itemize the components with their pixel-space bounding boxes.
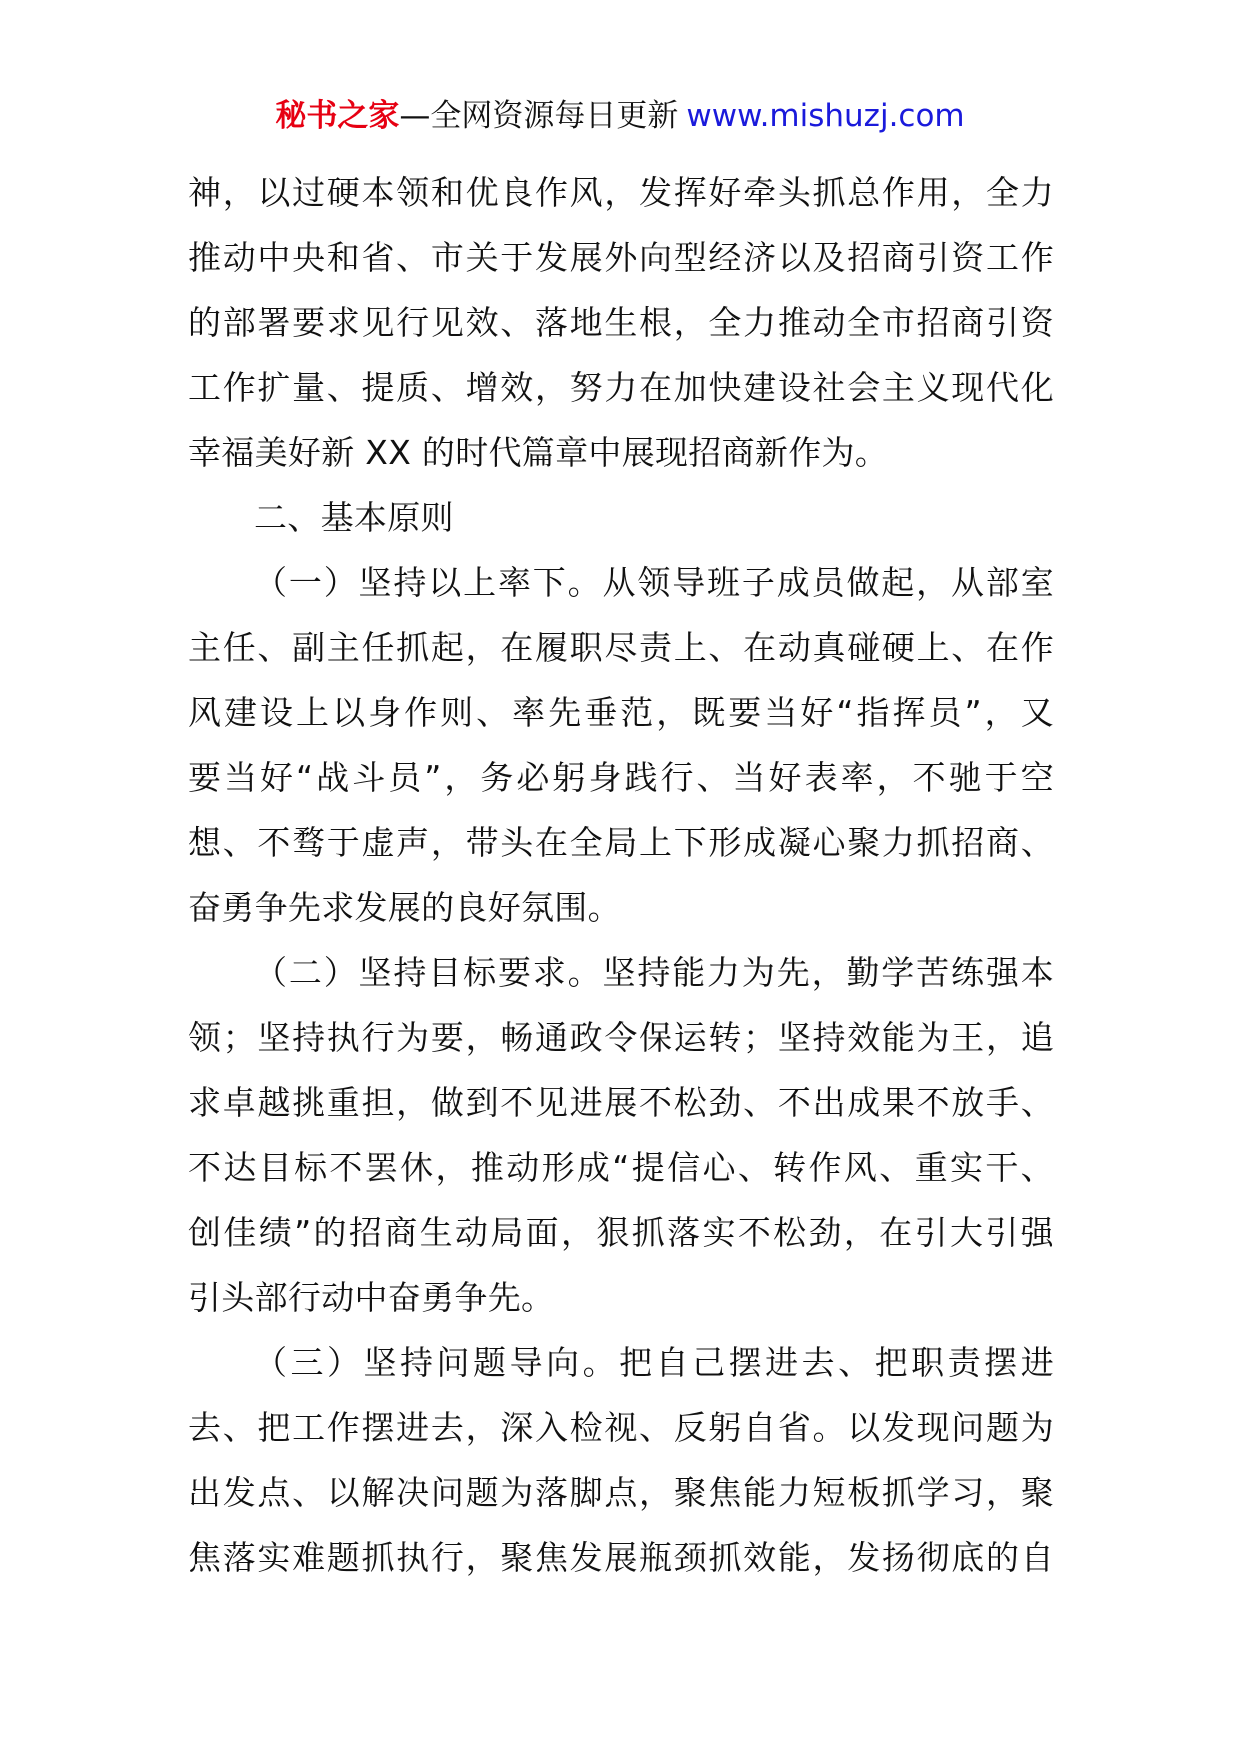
paragraph-principle-2 xyxy=(188,940,1054,1330)
site-url-link[interactable]: www.mishuzj.com xyxy=(686,98,965,134)
site-header xyxy=(0,96,1240,136)
paragraph-intro-continuation xyxy=(188,160,1054,485)
text-line: 奋勇争先求发展的良好氛围。 xyxy=(188,888,621,927)
header-tagline: —全网资源每日更新 xyxy=(399,98,679,134)
document-body xyxy=(188,160,1054,1590)
text-line: 幸福美好新 XX 的时代篇章中展现招商新作为。 xyxy=(188,433,889,472)
paragraph-principle-1 xyxy=(188,550,1054,940)
text-line: 推动中央和省、市关于发展外向型经济以及招商引资工作 xyxy=(188,238,1054,277)
paragraph-principle-3 xyxy=(188,1330,1054,1590)
section-heading: 二、基本原则 xyxy=(254,498,454,537)
text-line: 工作扩量、提质、增效，努力在加快建设社会主义现代化 xyxy=(188,368,1054,407)
text-line: 出发点、以解决问题为落脚点，聚焦能力短板抓学习，聚 xyxy=(188,1473,1054,1512)
text-line: （一）坚持以上率下。从领导班子成员做起，从部室 xyxy=(254,563,1054,602)
text-line: 领；坚持执行为要，畅通政令保运转；坚持效能为王，追 xyxy=(188,1018,1054,1057)
text-line: 创佳绩”的招商生动局面，狠抓落实不松劲，在引大引强 xyxy=(188,1213,1054,1252)
text-line: 引头部行动中奋勇争先。 xyxy=(188,1278,555,1317)
text-line: （三）坚持问题导向。把自己摆进去、把职责摆进 xyxy=(254,1343,1054,1382)
text-line: 去、把工作摆进去，深入检视、反躬自省。以发现问题为 xyxy=(188,1408,1054,1447)
text-line: （二）坚持目标要求。坚持能力为先，勤学苦练强本 xyxy=(254,953,1054,992)
text-line: 神，以过硬本领和优良作风，发挥好牵头抓总作用，全力 xyxy=(188,173,1054,212)
text-line: 求卓越挑重担，做到不见进展不松劲、不出成果不放手、 xyxy=(188,1083,1054,1122)
text-line: 想、不骛于虚声，带头在全局上下形成凝心聚力抓招商、 xyxy=(188,823,1054,862)
brand-name: 秘书之家 xyxy=(275,98,400,134)
text-line: 风建设上以身作则、率先垂范，既要当好“指挥员”，又 xyxy=(188,693,1054,732)
text-line: 的部署要求见行见效、落地生根，全力推动全市招商引资 xyxy=(188,303,1054,342)
section-heading-basic-principles xyxy=(188,485,1054,550)
text-line: 主任、副主任抓起，在履职尽责上、在动真碰硬上、在作 xyxy=(188,628,1054,667)
text-line: 不达目标不罢休，推动形成“提信心、转作风、重实干、 xyxy=(188,1148,1054,1187)
text-line: 要当好“战斗员”，务必躬身践行、当好表率，不驰于空 xyxy=(188,758,1054,797)
text-line: 焦落实难题抓执行，聚焦发展瓶颈抓效能，发扬彻底的自 xyxy=(188,1538,1054,1577)
